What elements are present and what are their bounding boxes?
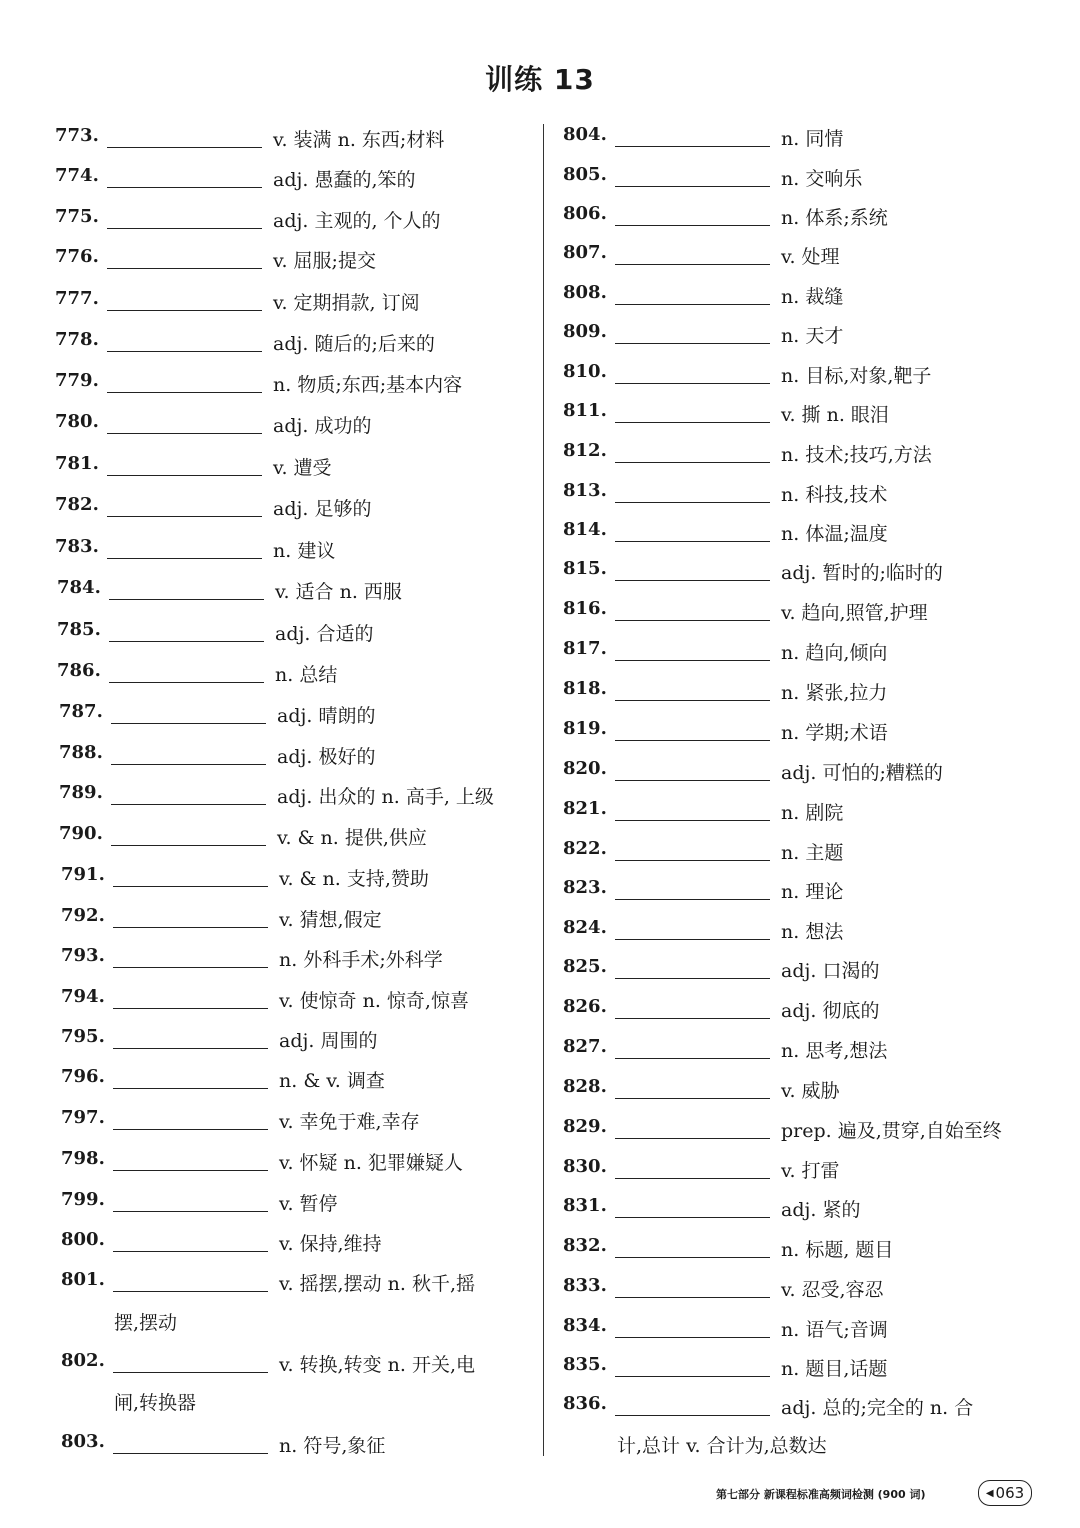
entry-number: 778. (55, 329, 99, 350)
answer-blank[interactable] (615, 343, 770, 344)
answer-blank[interactable] (615, 780, 770, 781)
entry-definition: v. 屈服;提交 (273, 250, 376, 272)
answer-blank[interactable] (615, 620, 770, 621)
entry-definition: v. 保持,维持 (279, 1233, 382, 1255)
entry-definition: v. 处理 (781, 246, 840, 268)
entry-number: 798. (61, 1148, 105, 1169)
entry-number: 827. (563, 1036, 607, 1057)
entry-definition: n. 语气;音调 (781, 1319, 888, 1341)
entry-definition: n. 天才 (781, 325, 844, 347)
entry-definition: v. 威胁 (781, 1080, 840, 1102)
entry-number: 821. (563, 798, 607, 819)
entry-number: 773. (55, 125, 99, 146)
entry-number: 808. (563, 282, 607, 303)
entry-number: 804. (563, 124, 607, 145)
answer-blank[interactable] (615, 1178, 770, 1179)
answer-blank[interactable] (615, 580, 770, 581)
entry-definition: adj. 极好的 (277, 746, 376, 768)
entry-definition: n. 剧院 (781, 802, 844, 824)
answer-blank[interactable] (107, 310, 262, 311)
entry-definition: adj. 彻底的 (781, 1000, 880, 1022)
answer-blank[interactable] (107, 268, 262, 269)
footer-text: 第七部分 新课程标准高频词检测 (900 词) (716, 1488, 926, 1501)
page-number-badge (978, 1480, 1032, 1506)
entry-number: 781. (55, 453, 99, 474)
entry-definition: prep. 遍及,贯穿,自始至终 (781, 1120, 1002, 1142)
entry-number: 836. (563, 1393, 607, 1414)
answer-blank[interactable] (109, 682, 264, 683)
entry-number: 817. (563, 638, 607, 659)
entry-definition: v. 怀疑 n. 犯罪嫌疑人 (279, 1152, 463, 1174)
answer-blank[interactable] (107, 187, 262, 188)
page-number: 063 (995, 1484, 1025, 1502)
answer-blank[interactable] (615, 1018, 770, 1019)
entry-number: 835. (563, 1354, 607, 1375)
entry-number: 823. (563, 877, 607, 898)
entry-definition: v. 撕 n. 眼泪 (781, 404, 889, 426)
entry-definition: adj. 暂时的;临时的 (781, 562, 943, 584)
answer-blank[interactable] (615, 462, 770, 463)
answer-blank[interactable] (615, 1415, 770, 1416)
entry-definition: v. 打雷 (781, 1160, 840, 1182)
answer-blank[interactable] (113, 1251, 268, 1252)
entry-definition: n. 体系;系统 (781, 207, 888, 229)
entry-number: 806. (563, 203, 607, 224)
answer-blank[interactable] (615, 422, 770, 423)
entry-definition: n. 裁缝 (781, 286, 844, 308)
entry-number: 831. (563, 1195, 607, 1216)
entry-number: 807. (563, 242, 607, 263)
entry-number: 784. (57, 577, 101, 598)
entry-definition: n. 技术;技巧,方法 (781, 444, 932, 466)
entry-definition: n. 同情 (781, 128, 844, 150)
entry-definition: n. 思考,想法 (781, 1040, 888, 1062)
entry-number: 774. (55, 165, 99, 186)
entry-definition: n. 趋向,倾向 (781, 642, 888, 664)
answer-blank[interactable] (615, 225, 770, 226)
answer-blank[interactable] (615, 1257, 770, 1258)
entry-number: 811. (563, 400, 607, 421)
answer-blank[interactable] (615, 899, 770, 900)
answer-blank[interactable] (615, 1098, 770, 1099)
answer-blank[interactable] (113, 1170, 268, 1171)
answer-blank[interactable] (615, 1376, 770, 1377)
answer-blank[interactable] (111, 845, 266, 846)
entry-definition: v. & n. 支持,赞助 (279, 868, 429, 890)
entry-number: 829. (563, 1116, 607, 1137)
entry-definition: n. 交响乐 (781, 168, 863, 190)
answer-blank[interactable] (615, 1217, 770, 1218)
entry-definition: adj. 周围的 (279, 1030, 378, 1052)
answer-blank[interactable] (113, 927, 268, 928)
answer-blank[interactable] (109, 641, 264, 642)
entry-definition: adj. 可怕的;糟糕的 (781, 762, 943, 784)
entry-definition: v. 忍受,容忍 (781, 1279, 884, 1301)
entry-definition: adj. 紧的 (781, 1199, 861, 1221)
entry-number: 813. (563, 480, 607, 501)
entry-number: 779. (55, 370, 99, 391)
answer-blank[interactable] (615, 304, 770, 305)
entry-number: 794. (61, 986, 105, 1007)
entry-number: 795. (61, 1026, 105, 1047)
entry-number: 787. (59, 701, 103, 722)
answer-blank[interactable] (615, 383, 770, 384)
triangle-left-icon: ◀ (985, 1487, 994, 1499)
answer-blank[interactable] (615, 146, 770, 147)
entry-definition: adj. 出众的 n. 高手, 上级 (277, 786, 494, 808)
entry-number: 818. (563, 678, 607, 699)
entry-number: 814. (563, 519, 607, 540)
answer-blank[interactable] (113, 1372, 268, 1373)
entry-number: 826. (563, 996, 607, 1017)
answer-blank[interactable] (615, 541, 770, 542)
entry-definition: v. 适合 n. 西服 (275, 581, 402, 603)
entry-number: 782. (55, 494, 99, 515)
entry-number: 780. (55, 411, 99, 432)
answer-blank[interactable] (107, 558, 262, 559)
answer-blank[interactable] (113, 1088, 268, 1089)
entry-number: 824. (563, 917, 607, 938)
entry-definition: n. 建议 (273, 540, 336, 562)
entry-definition: adj. 愚蠢的,笨的 (273, 169, 416, 191)
column-divider (543, 124, 544, 1456)
entry-definition: v. 趋向,照管,护理 (781, 602, 928, 624)
entry-number: 777. (55, 288, 99, 309)
entry-number: 812. (563, 440, 607, 461)
answer-blank[interactable] (107, 147, 262, 148)
entry-definition: adj. 合适的 (275, 623, 374, 645)
entry-number: 793. (61, 945, 105, 966)
answer-blank[interactable] (107, 475, 262, 476)
entry-number: 775. (55, 206, 99, 227)
entry-number: 834. (563, 1315, 607, 1336)
answer-blank[interactable] (615, 1297, 770, 1298)
entry-definition: v. 装满 n. 东西;材料 (273, 129, 445, 151)
answer-blank[interactable] (111, 723, 266, 724)
answer-blank[interactable] (113, 886, 268, 887)
answer-blank[interactable] (615, 700, 770, 701)
entry-definition: v. 定期捐款, 订阅 (273, 292, 420, 314)
continuation-836: 计,总计 v. 合计为,总数达 (617, 1435, 827, 1457)
answer-blank[interactable] (113, 1211, 268, 1212)
answer-blank[interactable] (615, 1337, 770, 1338)
entry-definition: n. 目标,对象,靶子 (781, 365, 932, 387)
answer-blank[interactable] (615, 860, 770, 861)
entry-number: 800. (61, 1229, 105, 1250)
answer-blank[interactable] (113, 967, 268, 968)
answer-blank[interactable] (107, 392, 262, 393)
entry-definition: adj. 总的;完全的 n. 合 (781, 1397, 974, 1419)
entry-number: 822. (563, 838, 607, 859)
entry-number: 810. (563, 361, 607, 382)
entry-number: 809. (563, 321, 607, 342)
entry-definition: adj. 足够的 (273, 498, 372, 520)
entry-number: 791. (61, 864, 105, 885)
entry-number: 830. (563, 1156, 607, 1177)
answer-blank[interactable] (615, 820, 770, 821)
entry-number: 790. (59, 823, 103, 844)
answer-blank[interactable] (113, 1291, 268, 1292)
entry-definition: adj. 主观的, 个人的 (273, 210, 441, 232)
continuation-802: 闸,转换器 (114, 1392, 197, 1414)
entry-definition: n. 符号,象征 (279, 1435, 386, 1457)
entry-definition: v. 猜想,假定 (279, 909, 382, 931)
entry-definition: v. 转换,转变 n. 开关,电 (279, 1354, 475, 1376)
entry-number: 783. (55, 536, 99, 557)
answer-blank[interactable] (113, 1008, 268, 1009)
answer-blank[interactable] (113, 1129, 268, 1130)
answer-blank[interactable] (107, 351, 262, 352)
entry-definition: v. 摇摆,摆动 n. 秋千,摇 (279, 1273, 475, 1295)
entry-number: 786. (57, 660, 101, 681)
entry-definition: n. 主题 (781, 842, 844, 864)
answer-blank[interactable] (615, 1138, 770, 1139)
answer-blank[interactable] (615, 186, 770, 187)
entry-number: 789. (59, 782, 103, 803)
entry-number: 832. (563, 1235, 607, 1256)
entry-definition: v. 暂停 (279, 1193, 338, 1215)
entry-definition: n. 学期;术语 (781, 722, 888, 744)
answer-blank[interactable] (113, 1048, 268, 1049)
entry-definition: adj. 晴朗的 (277, 705, 376, 727)
continuation-801: 摆,摆动 (114, 1312, 178, 1334)
answer-blank[interactable] (615, 740, 770, 741)
entry-definition: v. 使惊奇 n. 惊奇,惊喜 (279, 990, 469, 1012)
entry-number: 785. (57, 619, 101, 640)
answer-blank[interactable] (113, 1453, 268, 1454)
entry-definition: n. 科技,技术 (781, 484, 888, 506)
entry-definition: v. & n. 提供,供应 (277, 827, 427, 849)
entry-definition: n. 紧张,拉力 (781, 682, 888, 704)
entry-number: 792. (61, 905, 105, 926)
entry-number: 799. (61, 1189, 105, 1210)
answer-blank[interactable] (615, 978, 770, 979)
entry-definition: n. 想法 (781, 921, 844, 943)
entry-number: 815. (563, 558, 607, 579)
entry-number: 816. (563, 598, 607, 619)
answer-blank[interactable] (615, 1058, 770, 1059)
entry-number: 776. (55, 246, 99, 267)
answer-blank[interactable] (615, 502, 770, 503)
entry-definition: n. 体温;温度 (781, 523, 888, 545)
entry-definition: n. 外科手术;外科学 (279, 949, 443, 971)
entry-number: 803. (61, 1431, 105, 1452)
entry-number: 805. (563, 164, 607, 185)
entry-definition: n. & v. 调查 (279, 1070, 385, 1092)
answer-blank[interactable] (107, 228, 262, 229)
entry-definition: n. 物质;东西;基本内容 (273, 374, 463, 396)
entry-number: 828. (563, 1076, 607, 1097)
entry-number: 833. (563, 1275, 607, 1296)
answer-blank[interactable] (111, 764, 266, 765)
entry-definition: v. 遭受 (273, 457, 332, 479)
entry-definition: n. 题目,话题 (781, 1358, 888, 1380)
answer-blank[interactable] (615, 264, 770, 265)
answer-blank[interactable] (111, 804, 266, 805)
entry-definition: adj. 口渴的 (781, 960, 880, 982)
entry-number: 820. (563, 758, 607, 779)
entry-definition: adj. 随后的;后来的 (273, 333, 435, 355)
answer-blank[interactable] (615, 660, 770, 661)
entry-number: 796. (61, 1066, 105, 1087)
answer-blank[interactable] (615, 939, 770, 940)
entry-number: 819. (563, 718, 607, 739)
page-title: 训练 13 (485, 63, 595, 96)
answer-blank[interactable] (107, 433, 262, 434)
entry-number: 825. (563, 956, 607, 977)
entry-definition: n. 总结 (275, 664, 338, 686)
entry-number: 797. (61, 1107, 105, 1128)
entry-definition: n. 标题, 题目 (781, 1239, 894, 1261)
entry-definition: adj. 成功的 (273, 415, 372, 437)
entry-number: 801. (61, 1269, 105, 1290)
entry-definition: n. 理论 (781, 881, 844, 903)
entry-number: 788. (59, 742, 103, 763)
entry-definition: v. 幸免于难,幸存 (279, 1111, 420, 1133)
answer-blank[interactable] (107, 516, 262, 517)
entry-number: 802. (61, 1350, 105, 1371)
answer-blank[interactable] (109, 599, 264, 600)
